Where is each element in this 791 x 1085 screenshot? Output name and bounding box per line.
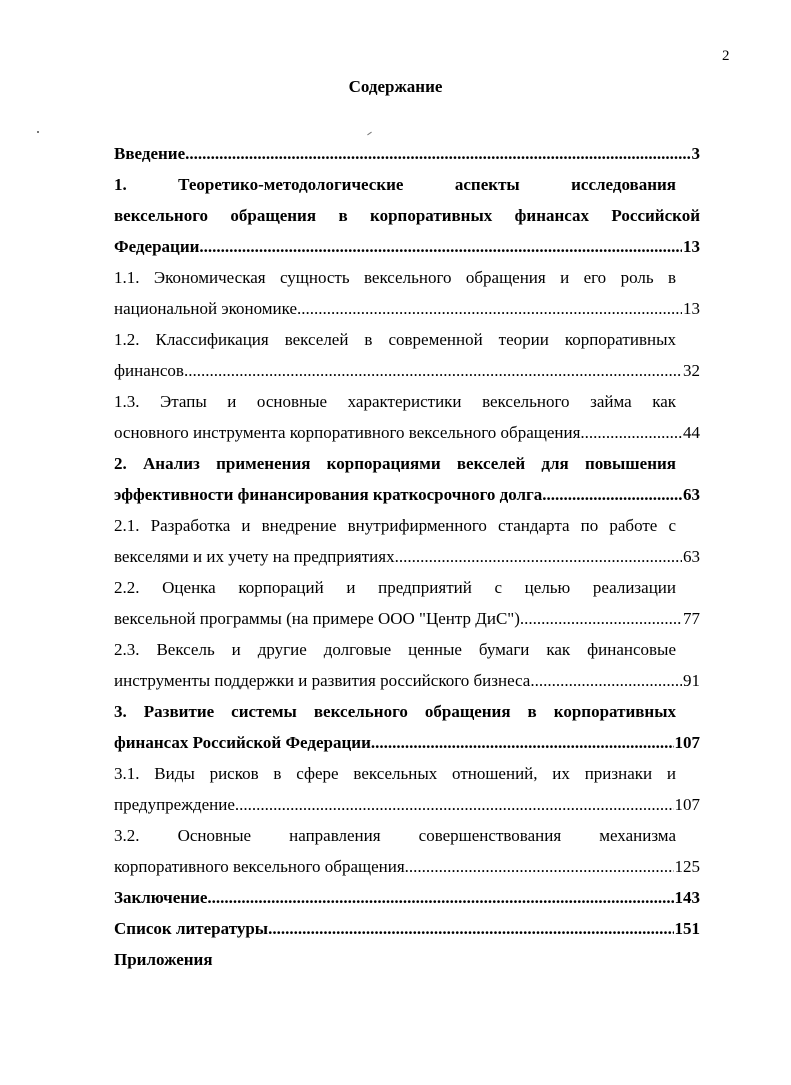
- toc-page-number: 77: [683, 609, 700, 628]
- toc-entry: [114, 448, 700, 510]
- toc-page-number: 13: [683, 237, 700, 256]
- toc-entry-title: инструменты поддержки и развития российского бизнеса: [114, 671, 531, 690]
- toc-entry: [114, 820, 700, 882]
- toc-entry-title: вексельной программы (на примере ООО "Центр ДиС"): [114, 609, 520, 628]
- toc-page-number: 63: [683, 547, 700, 566]
- toc-entry: [114, 386, 700, 448]
- toc-entry: [114, 696, 700, 758]
- toc-entry: [114, 324, 700, 386]
- toc-entry: [114, 572, 700, 634]
- table-of-contents: [114, 138, 700, 975]
- toc-entry-title: Федерации: [114, 237, 200, 256]
- toc-entry: [114, 913, 700, 944]
- page-title: Содержание: [348, 77, 443, 96]
- dot-leader: [405, 851, 674, 882]
- dot-leader: [530, 665, 682, 696]
- toc-entry-title: Введение: [114, 144, 186, 163]
- dot-leader: [520, 603, 682, 634]
- dot-leader: [185, 138, 690, 169]
- page-number: 2: [722, 48, 730, 64]
- toc-page-number: 125: [674, 857, 700, 876]
- toc-entry: [114, 510, 700, 572]
- dot-leader: [297, 293, 682, 324]
- toc-page-number: 107: [674, 733, 700, 752]
- dot-leader: [184, 355, 682, 386]
- toc-entry-title: основного инструмента корпоративного вексельного обращения: [114, 423, 581, 442]
- toc-page-number: 143: [674, 888, 700, 907]
- dot-leader: [580, 417, 682, 448]
- toc-entry-line: 1.3. Этапы и основные характеристики вексельного займа как: [114, 392, 676, 411]
- toc-entry-line: вексельного обращения в корпоративных финансах Российской: [114, 206, 700, 225]
- toc-entry-title: Список литературы: [114, 919, 269, 938]
- scan-speck: [367, 132, 372, 136]
- toc-page-number: 63: [683, 485, 700, 504]
- toc-entry: [114, 882, 700, 913]
- toc-entry-line: 2.3. Вексель и другие долговые ценные бумаги как финансовые: [114, 640, 676, 659]
- toc-entry: [114, 944, 700, 975]
- toc-page-number: 91: [683, 671, 700, 690]
- toc-entry-line: 1.1. Экономическая сущность вексельного обращения и его роль в: [114, 268, 676, 287]
- scan-speck: [37, 131, 39, 133]
- toc-entry-title: корпоративного вексельного обращения: [114, 857, 405, 876]
- toc-entry: [114, 758, 700, 820]
- toc-entry-line: 3.1. Виды рисков в сфере вексельных отношений, их признаки и: [114, 764, 676, 783]
- toc-entry-line: 1. Теоретико-методологические аспекты исследования: [114, 175, 676, 194]
- toc-entry-title: финансов: [114, 361, 184, 380]
- dot-leader: [542, 479, 682, 510]
- dot-leader: [371, 727, 674, 758]
- toc-entry-title: Приложения: [114, 950, 213, 969]
- toc-page-number: 3: [691, 144, 700, 163]
- toc-entry-title: национальной экономике: [114, 299, 298, 318]
- toc-entry-line: 3.2. Основные направления совершенствования механизма: [114, 826, 676, 845]
- toc-page-number: 32: [683, 361, 700, 380]
- toc-page-number: 151: [674, 919, 700, 938]
- toc-entry: [114, 169, 700, 262]
- toc-entry-title: финансах Российской Федерации: [114, 733, 371, 752]
- toc-entry-title: предупреждение: [114, 795, 235, 814]
- toc-entry: [114, 138, 700, 169]
- toc-entry-title: Заключение: [114, 888, 208, 907]
- dot-leader: [235, 789, 674, 820]
- dot-leader: [395, 541, 682, 572]
- toc-entry-line: 3. Развитие системы вексельного обращения в корпоративных: [114, 702, 676, 721]
- toc-page-number: 107: [674, 795, 700, 814]
- toc-entry-title: эффективности финансирования краткосрочного долга: [114, 485, 543, 504]
- toc-page-number: 13: [683, 299, 700, 318]
- toc-entry-line: 2.2. Оценка корпораций и предприятий с целью реализации: [114, 578, 676, 597]
- toc-entry: [114, 262, 700, 324]
- dot-leader: [199, 231, 682, 262]
- toc-entry-line: 2.1. Разработка и внедрение внутрифирменного стандарта по работе с: [114, 516, 676, 535]
- toc-entry-line: 2. Анализ применения корпорациями векселей для повышения: [114, 454, 676, 473]
- toc-entry: [114, 634, 700, 696]
- toc-entry-line: 1.2. Классификация векселей в современной теории корпоративных: [114, 330, 676, 349]
- toc-entry-title: векселями и их учету на предприятиях: [114, 547, 395, 566]
- toc-page-number: 44: [683, 423, 700, 442]
- dot-leader: [207, 882, 673, 913]
- dot-leader: [268, 913, 673, 944]
